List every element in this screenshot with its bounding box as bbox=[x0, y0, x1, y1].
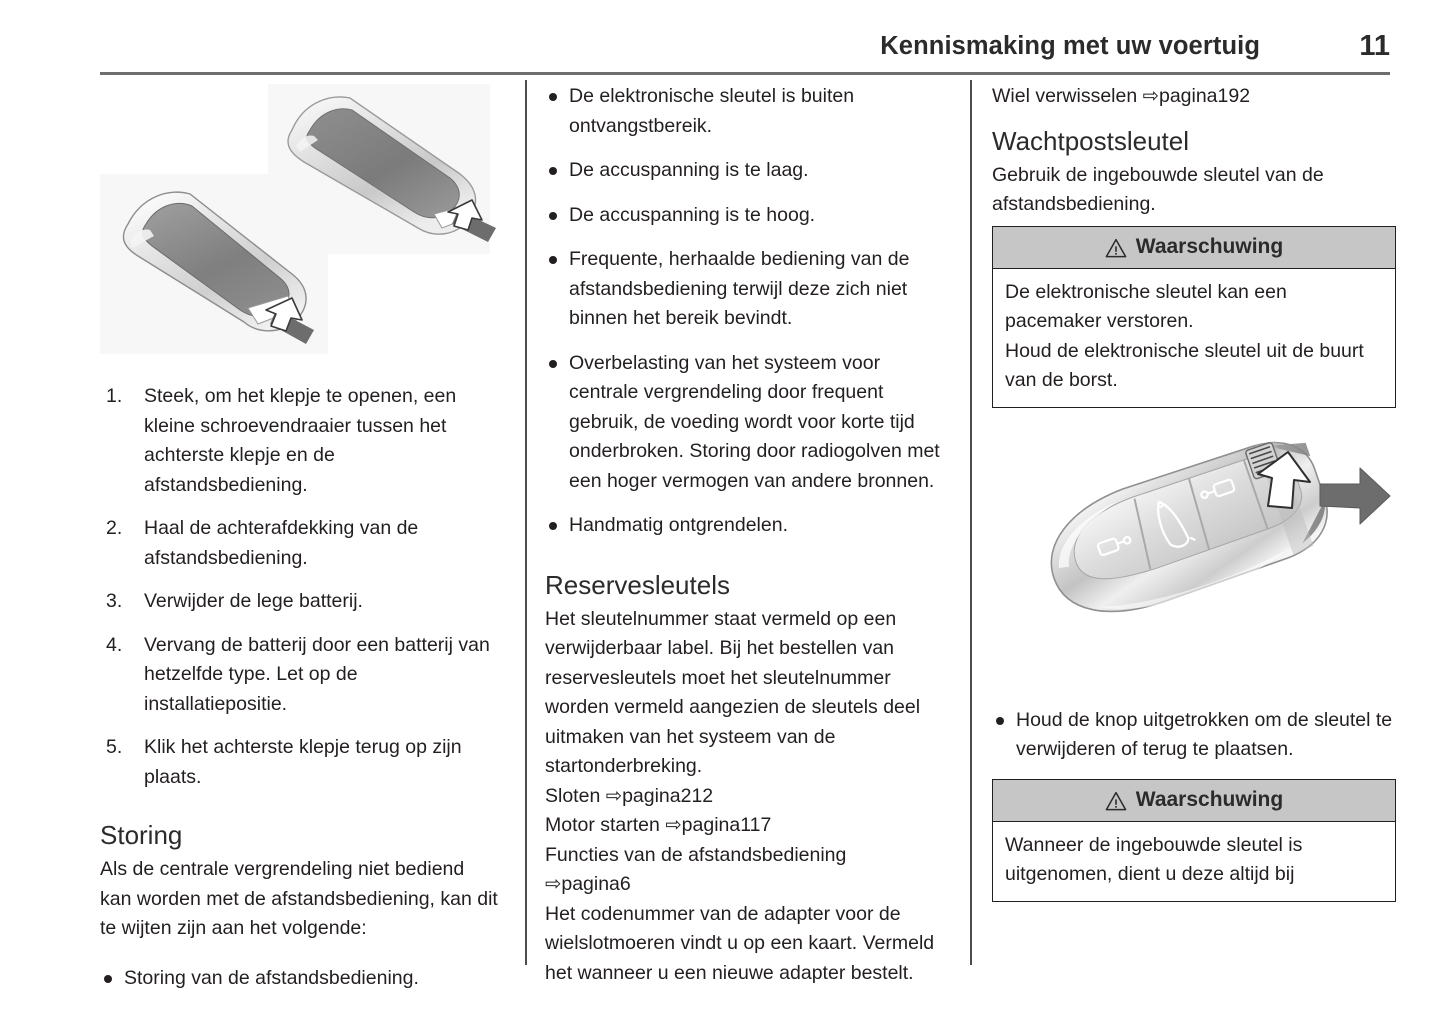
crossref-label: Wiel verwisselen bbox=[992, 85, 1138, 107]
warning-triangle-icon bbox=[1105, 791, 1127, 811]
page-header bbox=[100, 32, 1390, 78]
list-item: Storing van de afstandsbediening. bbox=[100, 964, 500, 994]
integrated-key-bullet-list bbox=[992, 706, 1396, 765]
warning-line: De elektronische sleutel kan een pacemaker verstoren. bbox=[1005, 280, 1287, 332]
crossref-arrow-icon: ⇨ bbox=[1142, 85, 1159, 107]
storing-bullet-list bbox=[100, 964, 500, 994]
list-item: Houd de knop uitgetrokken om de sleutel te verwijderen of terug te plaatsen. bbox=[992, 706, 1396, 765]
warning-triangle-icon bbox=[1105, 238, 1127, 258]
remote-control-key-back-cover-removal-illustration bbox=[100, 82, 500, 382]
crossref-label: Functies van de afstandsbediening bbox=[545, 843, 847, 866]
warning-box-integrated-key bbox=[992, 779, 1396, 902]
malfunction-causes-bullet-list bbox=[545, 82, 953, 541]
remote-control-key-integrated-key-release-illustration bbox=[992, 428, 1396, 706]
section-heading-reservesleutels: Reservesleutels bbox=[545, 569, 730, 600]
page-number: 11 bbox=[1359, 30, 1390, 62]
content-column-3 bbox=[992, 82, 1396, 902]
crossref-label: Motor starten bbox=[545, 814, 660, 836]
section-heading-storing: Storing bbox=[100, 820, 183, 850]
crossref-label: Sloten bbox=[545, 784, 601, 807]
step-text: Verwijder de lege batterij. bbox=[144, 590, 363, 612]
warning-box-header bbox=[993, 227, 1395, 269]
crossref-arrow-icon: ⇨ bbox=[545, 873, 562, 895]
list-item: Overbelasting van het systeem voor centrale vergrendeling door frequent gebruik, de voeding wordt voor korte tijd onderbroken. Storing door radiogolven met een hoger vermogen van andere bronnen. bbox=[545, 349, 953, 497]
column-divider-1 bbox=[525, 80, 527, 965]
crossref-functies-afstandsbediening[interactable] bbox=[545, 841, 953, 900]
crossref-sloten[interactable] bbox=[545, 782, 953, 812]
list-item bbox=[100, 631, 500, 720]
warning-box-pacemaker bbox=[992, 226, 1396, 408]
crossref-target: pagina212 bbox=[622, 784, 714, 807]
step-text: Haal de achterafdekking van de afstandsbediening. bbox=[144, 517, 419, 569]
list-item bbox=[100, 733, 500, 792]
column-divider-2 bbox=[970, 80, 972, 965]
warning-box-body bbox=[993, 269, 1395, 407]
step-number: 5. bbox=[106, 736, 123, 758]
adapter-code-paragraph: Het codenummer van de adapter voor de wielslotmoeren vindt u op een kaart. Vermeld het wanneer u een nieuwe adapter bestelt. bbox=[545, 902, 935, 984]
step-number: 1. bbox=[106, 385, 123, 407]
step-text: Klik het achterste klepje terug op zijn plaats. bbox=[144, 736, 462, 788]
content-column-2 bbox=[545, 82, 953, 988]
list-item: De accuspanning is te laag. bbox=[545, 156, 953, 186]
warning-box-header bbox=[993, 780, 1395, 822]
list-item: De accuspanning is te hoog. bbox=[545, 201, 953, 231]
warning-box-body bbox=[993, 822, 1395, 901]
page-title: Kennismaking met uw voertuig bbox=[880, 32, 1260, 60]
warning-line: Wanneer de ingebouwde sleutel is uitgenomen, dient u deze altijd bij bbox=[1005, 833, 1303, 885]
section-heading-wachtpostsleutel: Wachtpostsleutel bbox=[992, 125, 1190, 156]
storing-intro-paragraph: Als de centrale vergrendeling niet bediend kan worden met de afstandsbediening, kan dit te wijten zijn aan het volgende: bbox=[100, 858, 498, 939]
crossref-arrow-icon: ⇨ bbox=[605, 784, 623, 807]
warning-heading-text: Waarschuwing bbox=[1135, 787, 1284, 811]
step-text: Steek, om het klepje te openen, een kleine schroevendraaier tussen het achterste klepje en de afstandsbediening. bbox=[144, 385, 457, 496]
crossref-motor-starten[interactable] bbox=[545, 811, 953, 841]
step-number: 3. bbox=[106, 590, 123, 612]
step-number: 4. bbox=[106, 633, 123, 656]
list-item: Frequente, herhaalde bediening van de afstandsbediening terwijl deze zich niet binnen het bereik bevindt. bbox=[545, 245, 953, 334]
list-item: De elektronische sleutel is buiten ontvangstbereik. bbox=[545, 82, 953, 141]
list-item bbox=[100, 382, 500, 500]
step-text: Vervang de batterij door een batterij van hetzelfde type. Let op de installatiepositie. bbox=[144, 633, 490, 715]
crossref-target: pagina192 bbox=[1158, 85, 1251, 107]
warning-heading-text: Waarschuwing bbox=[1135, 234, 1284, 258]
battery-replacement-steps bbox=[100, 382, 500, 792]
step-number: 2. bbox=[106, 517, 123, 539]
list-item bbox=[100, 514, 500, 573]
content-column-1 bbox=[100, 82, 500, 1008]
crossref-target: pagina6 bbox=[561, 873, 631, 895]
list-item bbox=[100, 587, 500, 617]
crossref-wiel-verwisselen[interactable] bbox=[992, 82, 1396, 112]
crossref-arrow-icon: ⇨ bbox=[665, 814, 682, 836]
list-item: Handmatig ontgrendelen. bbox=[545, 511, 953, 541]
header-rule bbox=[100, 72, 1390, 75]
reservesleutels-paragraph: Het sleutelnummer staat vermeld op een verwijderbaar label. Bij het bestellen van reservesleutels moet het sleutelnummer worden vermeld aangezien de sleutels deel uitmaken van het systeem van de startonderbreking. bbox=[545, 607, 921, 777]
warning-line: Houd de elektronische sleutel uit de buurt van de borst. bbox=[1005, 339, 1364, 391]
wachtpostsleutel-intro: Gebruik de ingebouwde sleutel van de afstandsbediening. bbox=[992, 163, 1324, 215]
crossref-target: pagina117 bbox=[681, 814, 772, 836]
